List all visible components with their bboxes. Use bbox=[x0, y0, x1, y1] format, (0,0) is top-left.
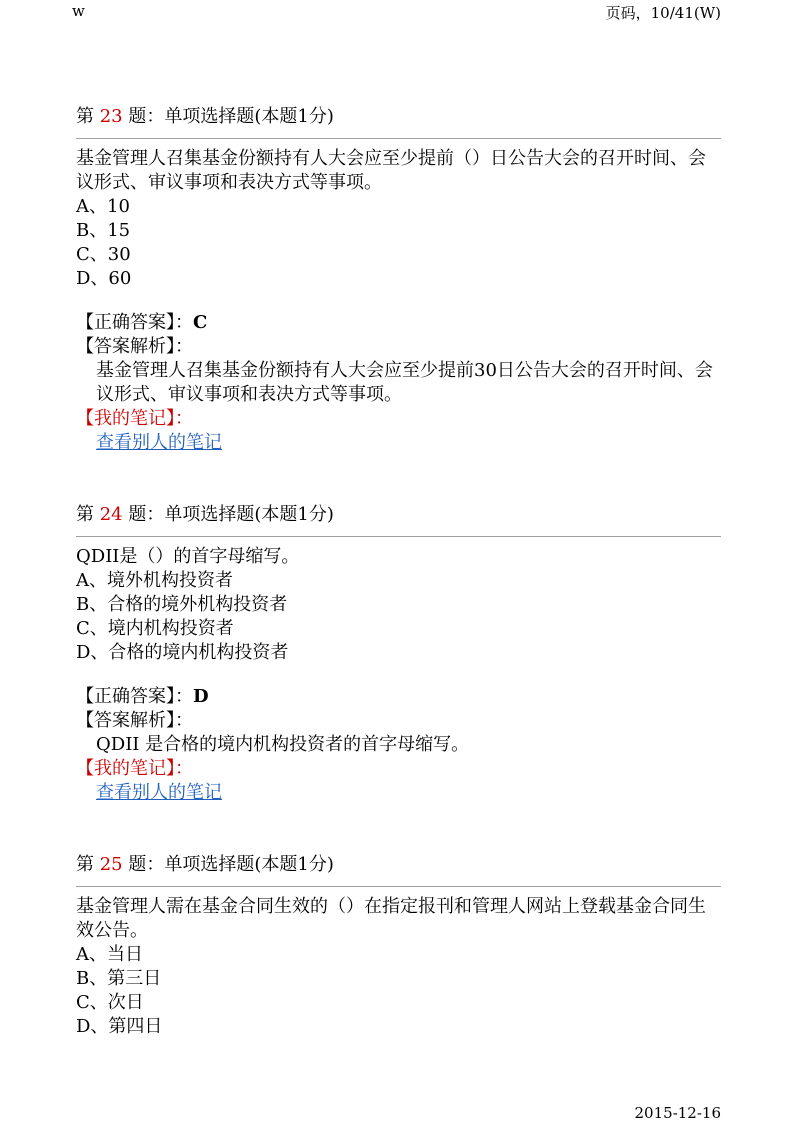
header-left: w bbox=[72, 2, 85, 20]
option-d: D、第四日 bbox=[76, 1016, 163, 1037]
question-number: 23 bbox=[99, 106, 123, 127]
question-prefix: 第 bbox=[76, 106, 94, 127]
correct-answer-value: C bbox=[193, 312, 208, 333]
analysis-label: 【答案解析】： bbox=[76, 710, 193, 731]
divider bbox=[76, 886, 721, 887]
view-others-notes bbox=[76, 781, 721, 805]
option-b: B、15 bbox=[76, 220, 131, 241]
correct-answer-value: D bbox=[193, 686, 209, 707]
page-number: 页码，10/41(W) bbox=[605, 4, 721, 22]
option-d: D、合格的境内机构投资者 bbox=[76, 642, 289, 663]
option-b: B、第三日 bbox=[76, 968, 162, 989]
divider bbox=[76, 138, 721, 139]
option-c: C、30 bbox=[76, 244, 131, 265]
analysis-text: 基金管理人召集基金份额持有人大会应至少提前30日公告大会的召开时间、会议形式、审议事项和表决方式等事项。 bbox=[96, 360, 713, 405]
answer-block bbox=[76, 311, 721, 455]
view-others-notes bbox=[76, 431, 721, 455]
correct-answer-label: 【正确答案】： bbox=[76, 312, 193, 333]
correct-answer-label: 【正确答案】： bbox=[76, 686, 193, 707]
question-stem: 基金管理人需在基金合同生效的（）在指定报刊和管理人网站上登载基金合同生效公告。 bbox=[76, 896, 706, 941]
question-title bbox=[76, 502, 721, 528]
question-title bbox=[76, 852, 721, 878]
question-25 bbox=[76, 852, 721, 1039]
option-a: A、境外机构投资者 bbox=[76, 570, 233, 591]
question-title bbox=[76, 104, 721, 130]
question-prefix: 第 bbox=[76, 854, 94, 875]
question-24 bbox=[76, 502, 721, 805]
question-number: 24 bbox=[99, 504, 123, 525]
footer-date: 2015-12-16 bbox=[634, 1104, 721, 1122]
view-others-notes-link[interactable]: 查看别人的笔记 bbox=[96, 432, 222, 453]
answer-block bbox=[76, 685, 721, 805]
question-type: 题：单项选择题(本题1分) bbox=[128, 504, 334, 525]
question-stem: QDII是（）的首字母缩写。 bbox=[76, 546, 300, 567]
my-notes-label: 【我的笔记】： bbox=[76, 758, 193, 779]
question-23 bbox=[76, 104, 721, 455]
option-c: C、次日 bbox=[76, 992, 144, 1013]
my-notes-label: 【我的笔记】： bbox=[76, 408, 193, 429]
question-type: 题：单项选择题(本题1分) bbox=[128, 106, 334, 127]
view-others-notes-link[interactable]: 查看别人的笔记 bbox=[96, 782, 222, 803]
divider bbox=[76, 536, 721, 537]
analysis-label: 【答案解析】： bbox=[76, 336, 193, 357]
question-type: 题：单项选择题(本题1分) bbox=[128, 854, 334, 875]
option-a: A、当日 bbox=[76, 944, 143, 965]
question-number: 25 bbox=[99, 854, 123, 875]
option-d: D、60 bbox=[76, 268, 132, 289]
question-prefix: 第 bbox=[76, 504, 94, 525]
analysis-text: QDII 是合格的境内机构投资者的首字母缩写。 bbox=[96, 734, 470, 755]
question-stem: 基金管理人召集基金份额持有人大会应至少提前（）日公告大会的召开时间、会议形式、审议事项和表决方式等事项。 bbox=[76, 148, 706, 193]
correct-answer bbox=[76, 685, 721, 709]
option-c: C、境内机构投资者 bbox=[76, 618, 234, 639]
option-b: B、合格的境外机构投资者 bbox=[76, 594, 288, 615]
correct-answer bbox=[76, 311, 721, 335]
option-a: A、10 bbox=[76, 196, 130, 217]
